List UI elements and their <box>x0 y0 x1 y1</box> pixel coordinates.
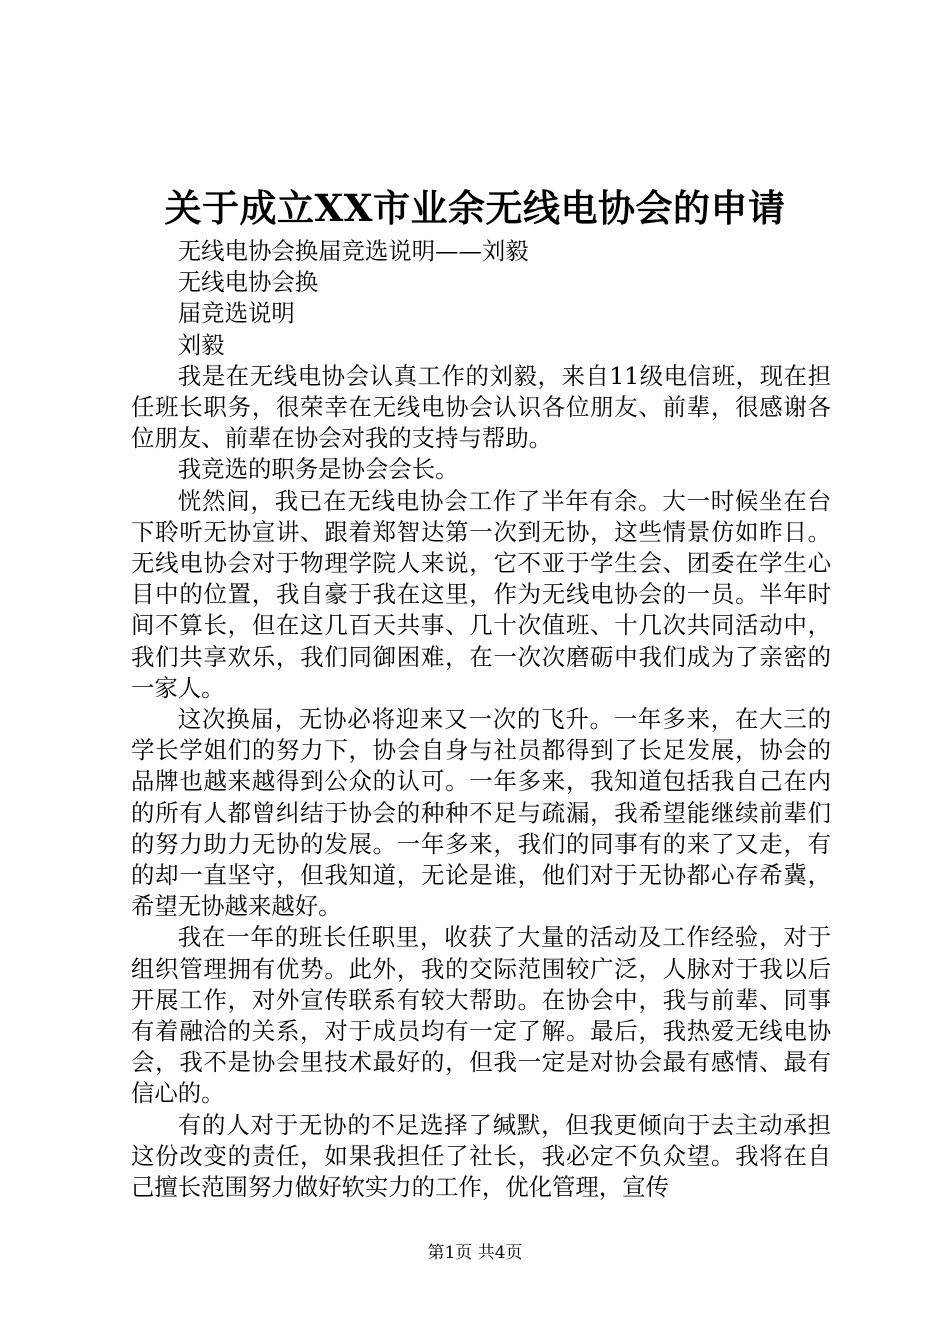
paragraph: 这次换届，无协必将迎来又一次的飞升。一年多来，在大三的学长学姐们的努力下，协会自身与社员都得到了长足发展，协会的品牌也越来越得到公众的认可。一年多来，我知道包括我自己在内的所有人都曾纠结于协会的种种不足与疏漏，我希望能继续前辈们的努力助力无协的发展。一年多来，我们的同事有的来了又走，有的却一直坚守，但我知道，无论是谁，他们对于无协都心存希冀，希望无协越来越好。 <box>131 705 831 921</box>
paragraph: 无线电协会换 <box>177 268 319 297</box>
paragraph: 无线电协会换届竞选说明——刘毅 <box>177 237 529 265</box>
paragraph: 我是在无线电协会认真工作的刘毅，来自11级电信班，现在担任班长职务，很荣幸在无线电协会认识各位朋友、前辈，很感谢各位朋友、前辈在协会对我的支持与帮助。 <box>131 361 831 453</box>
document-body <box>131 236 831 1203</box>
document-title: 关于成立XX市业余无线电协会的申请 <box>164 186 786 230</box>
paragraph: 恍然间，我已在无线电协会工作了半年有余。大一时候坐在台下聆听无协宣讲、跟着郑智达第一次到无协，这些情景仿如昨日。无线电协会对于物理学院人来说，它不亚于学生会、团委在学生心目中的位置，我自豪于我在这里，作为无线电协会的一员。半年时间不算长，但在这几百天共事、几十次值班、十几次共同活动中，我们共享欢乐，我们同御困难，在一次次磨砺中我们成为了亲密的一家人。 <box>131 486 831 702</box>
paragraph: 我竞选的职务是协会会长。 <box>177 455 459 484</box>
paragraph: 有的人对于无协的不足选择了缄默，但我更倾向于去主动承担这份改变的责任，如果我担任了社长，我必定不负众望。我将在自己擅长范围努力做好软实力的工作，优化管理，宣传 <box>131 1110 831 1202</box>
paragraph: 刘毅 <box>177 330 225 359</box>
paragraph: 届竞选说明 <box>177 299 295 328</box>
paragraph: 我在一年的班长任职里，收获了大量的活动及工作经验，对于组织管理拥有优势。此外，我的交际范围较广泛，人脉对于我以后开展工作，对外宣传联系有较大帮助。在协会中，我与前辈、同事有着融洽的关系，对于成员均有一定了解。最后，我热爱无线电协会，我不是协会里技术最好的，但我一定是对协会最有感情、最有信心的。 <box>131 923 831 1108</box>
page-number-footer: 第1页 共4页 <box>427 1243 523 1263</box>
